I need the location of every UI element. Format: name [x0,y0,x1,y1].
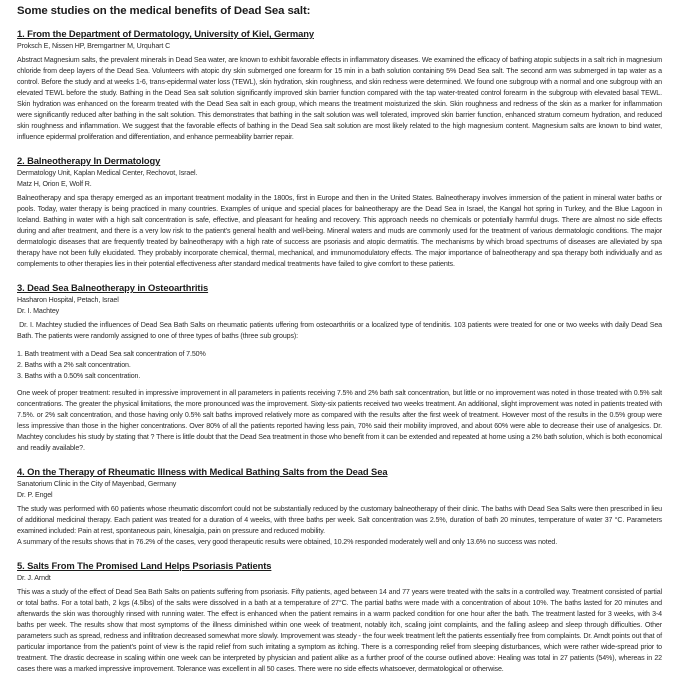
section-affiliation: Dermatology Unit, Kaplan Medical Center, Rechovot, Israel. [17,169,198,177]
section-psoriasis [17,560,662,675]
list-item: 1. Bath treatment with a Dead Sea salt concentration of 7.50% [17,350,206,358]
section-authors: Proksch E, Nissen HP, Bremgartner M, Urquhart C [17,42,171,50]
list-item: 2. Baths with a 2% salt concentration. [17,361,131,369]
section-heading: 3. Dead Sea Balneotherapy in Osteoarthritis [17,282,209,293]
section-rheumatic-illness [17,466,662,548]
section-osteoarthritis [17,282,662,454]
section-authors: Dr. P. Engel [17,491,53,499]
page-title: Some studies on the medical benefits of Dead Sea salt: [17,5,311,17]
section-paragraph: Abstract Magnesium salts, the prevalent minerals in Dead Sea water, are known to exhibit favorable effects in inflammatory diseases. We examined the efficacy of bathing atopic subjects in a salt rich in magnesium chloride from deep layers of the Dead Sea. Volunteers with atopic dry skin submerged one forearm for 15 min in a bath solution containing 5% Dead Sea salt. The second arm was submerged in tap water as a control. Before the study and at weeks 1-6, trans-epidermal water loss (TEWL), skin hydration, skin roughness, and skin redness were determined. We found one subgroup with a normal and one subgroup with an elevated TEWL before the study. Bathing in the Dead Sea salt solution significantly improved skin barrier function compared with the tap water-treated control forearm in the subgroup with elevated basal TEWL. Skin hydration was enhanced on the forearm treated with the Dead Sea salt in each group, which means the treatment moisturized the skin. Skin roughness and redness of the skin as a marker for inflammation were significantly reduced after bathing in the salt solution. This demonstrates that bathing in the salt solution was well tolerated, improved skin barrier function, enhanced stratum corneum hydration, and reduced skin roughness and inflammation. We suggest that the favorable effects of bathing in the Dead Sea salt solution are most likely related to the high magnesium content. Magnesium salts are known to bind water, influence epidermal proliferation and differentiation, and enhance permeability barrier repair. [17,56,662,141]
section-heading: 5. Salts From The Promised Land Helps Psoriasis Patients [17,560,272,571]
section-heading: 2. Balneotherapy In Dermatology [17,155,161,166]
bath-type-list [17,349,662,382]
section-paragraph: Balneotherapy and spa therapy emerged as an important treatment modality in the 1800s, first in Europe and then in the United States. Balneotherapy involves immersion of the patient in mineral water baths or pools. Today, water therapy is being practiced in many countries. Examples of unique and special places for balneotherapy are the Dead Sea in Israel, the Kangal hot spring in Turkey, and the Blue Lagoon in Iceland. Bathing in water with a high salt concentration is safe, effective, and pleasant for healing and recovery. This approach needs no chemicals or potentially harmful drugs. There are almost no side effects during and after treatment, and there is a very low risk to the patient's general health and well-being. Mineral waters and muds are commonly used for the treatment of various dermatologic conditions. The major dermatologic diseases that are frequently treated by balneotherapy with a high rate of success are psoriasis and atopic dermatitis. The mechanisms by which broad spectrums of diseases are alleviated by spa therapy have not been fully elucidated. They probably incorporate chemical, thermal, mechanical, and immunomodulatory effects. The major importance of balneotherapy and spa therapy both individually and as complements to other therapies lies in their potential effectiveness after standard medical treatments have failed to give comfort to these patients. [17,194,662,268]
section-authors: Matz H, Orion E, Wolf R. [17,180,92,188]
section-paragraph: One week of proper treatment: resulted in impressive improvement in all parameters in patients receiving 7.5% and 2% bath salt concentration, but little or no improvement was noted in those treated with 0.5% salt concentrations. The greater the physical limitations, the more pronounced was the improvement. Sixty-six patients received two weeks treatment. An additional, slight improvement was noted in patients treated with 7.5%. or 2% salt concentration, and those having only 0.5% salt baths improved relatively more as compared with the results after the first week of treatment. However most of the results in the 0.5% group were less impressive than those in the higher concentrations. Over 80% of all the patients reported having less pain, 70% said their mobility improved, and about 60% were able to decrease their use of analgesics. Dr. Machtey concludes his study by stating that ? There is little doubt that the Dead Sea treatment in those who benefit from it can be extended and repeated at home using a 2% bath solution, which is both economical and readily available?. [17,389,662,452]
section-authors: Dr. J. Arndt [17,574,51,582]
section-paragraph: Dr. I. Machtey studied the influences of Dead Sea Bath Salts on rheumatic patients uffering from osteoarthritis or a localized type of tendinitis. 103 patients were treated for one or two weeks with daily Dead Sea Bath. The patients were randomly assigned to one of three types of baths (three sub groups): [17,321,662,340]
section-paragraph: This was a study of the effect of Dead Sea Bath Salts on patients suffering from psoriasis. Fifty patients, aged between 14 and 77 years were treated with the salts in a controlled way. Treatment consisted of partial or total baths. For a total bath, 2 kgs (4.5lbs) of the salts were dissolved in a bath at a temperature of 27°C. The partial baths were made with a concentration of about 10%. The baths lasted for 20 minutes and afterwards the skin was thoroughly rinsed with running water. The effect is enhanced when the patient remains in a warm packed condition for one hour after the bath. The treatment lasted for 3 weeks, with 3-4 baths per week. The results show that most symptoms of the illness diminished within one week of treatment, notably itch, scaling joint complaints, and the falling asleep and sleep through difficulties. Other parameters such as spread, redness and infiltration decreased somewhat more slowly. Improvement was steady - the four week treatment left the patients essentially free from complaints. Dr. Arndt points out that of particular importance from the patient's point of view is the rapid relief from such irritating a symptom as itching. There is a corresponding relief from sleeping disturbances, which were rather wide-spread prior to treatment. The drastic decrease in scaling within one week can be interpreted by physician and patient alike as a further proof of the course outlined above: Healing was total in 27 patients (54%), whereas in 22 cases there was a marked impressive improvement. Tolerance was excellent in all 50 cases. There were no side effects whatsoever, dermatological or otherwise. [17,588,662,673]
section-affiliation: Sanatorium Clinic in the City of Mayenbad, Germany [17,480,177,488]
section-balneotherapy-dermatology [17,155,662,270]
section-paragraph: A summary of the results shows that in 76.2% of the cases, very good therapeutic results were obtained, 10.2% responded moderately well and only 13.6% no success was noted. [17,538,558,546]
section-affiliation: Hasharon Hospital, Petach, Israel [17,296,119,304]
section-kiel-dermatology [17,28,662,143]
section-paragraph: The study was performed with 60 patients whose rheumatic discomfort could not be substantially reduced by the customary balneotherapy of their clinic. The baths with Dead Sea Salts were then prescribed in lieu of additional medicinal therapy. Each patient was treated for a duration of 4 weeks, with three baths per week. Salt concentration was 2.5%, duration of bath 20 minutes, temperature of water 37 °C. Parameters examined included: Pain at rest, spontaneous pain, kinesalgia, pain on pressure and reduced mobility. [17,505,662,535]
section-authors: Dr. I. Machtey [17,307,60,315]
section-heading: 4. On the Therapy of Rheumatic Illness with Medical Bathing Salts from the Dead Sea [17,466,388,477]
list-item: 3. Baths with a 0.50% salt concentration. [17,372,141,380]
section-heading: 1. From the Department of Dermatology, University of Kiel, Germany [17,28,314,39]
